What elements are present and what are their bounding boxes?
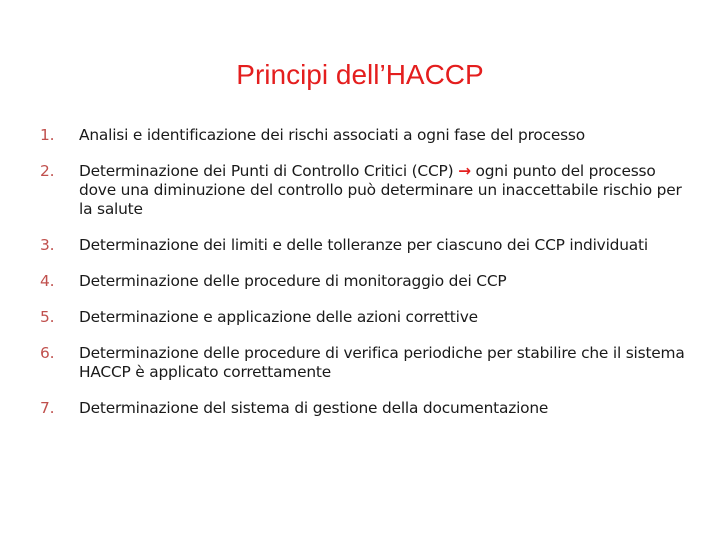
item-text: Determinazione e applicazione delle azioni correttive	[79, 308, 478, 326]
item-number: 3.	[40, 236, 55, 254]
item-text-continued: ogni punto del processo dove una diminuzione del controllo può determinare un inaccettabile rischio per la salute	[79, 162, 682, 218]
item-number: 5.	[40, 308, 55, 326]
item-text: Determinazione del sistema di gestione della documentazione	[79, 399, 549, 417]
list-item	[40, 308, 690, 327]
arrow-right-icon: →	[458, 162, 471, 180]
list-item	[40, 272, 690, 291]
item-number: 1.	[40, 126, 55, 144]
item-text: Determinazione delle procedure di monitoraggio dei CCP	[79, 272, 507, 290]
item-text: Determinazione delle procedure di verifica periodiche per stabilire che il sistema HACCP è applicato correttamente	[79, 344, 685, 381]
list-item	[40, 162, 690, 219]
item-number: 6.	[40, 344, 55, 362]
list-item	[40, 126, 690, 145]
item-number: 7.	[40, 399, 55, 417]
item-text: Analisi e identificazione dei rischi associati a ogni fase del processo	[79, 126, 585, 144]
item-number: 2.	[40, 162, 55, 180]
slide-title: Principi dell’HACCP	[236, 59, 484, 90]
principles-list	[40, 126, 690, 435]
list-item	[40, 399, 690, 418]
item-text: Determinazione dei Punti di Controllo Critici (CCP)	[79, 162, 459, 180]
item-number: 4.	[40, 272, 55, 290]
list-item	[40, 236, 690, 255]
item-text: Determinazione dei limiti e delle tolleranze per ciascuno dei CCP individuati	[79, 236, 648, 254]
list-item	[40, 344, 690, 382]
